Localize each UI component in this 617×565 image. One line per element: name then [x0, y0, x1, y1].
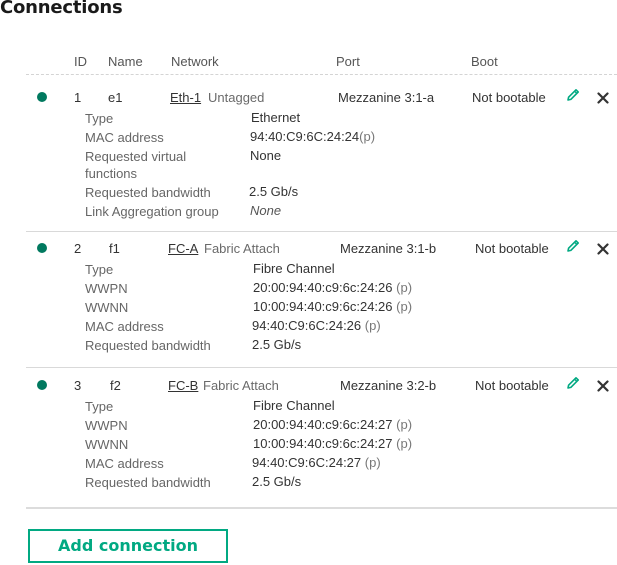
- network-type: Untagged: [208, 90, 265, 105]
- wwnn-value: 10:00:94:40:c9:6c:24:26: [253, 299, 393, 314]
- connection-name: f1: [109, 241, 120, 256]
- table-bottom-divider: [26, 507, 617, 509]
- detail-value: 2.5 Gb/s: [252, 337, 302, 352]
- row-divider: [26, 367, 617, 368]
- detail-label: WWPN: [85, 281, 128, 296]
- detail-value: 2.5 Gb/s: [252, 474, 302, 489]
- detail-label: WWPN: [85, 418, 128, 433]
- detail-label: MAC address: [85, 456, 164, 471]
- detail-label: WWNN: [85, 300, 129, 315]
- close-icon[interactable]: [597, 380, 609, 392]
- close-icon[interactable]: [597, 92, 609, 104]
- mac-address-value: 94:40:C9:6C:24:24: [250, 129, 360, 144]
- connection-name: f2: [110, 378, 121, 393]
- detail-label: Link Aggregation group: [85, 204, 219, 219]
- row-divider: [26, 231, 617, 232]
- detail-value: [253, 299, 412, 314]
- detail-label: Type: [85, 399, 114, 414]
- status-ok-icon: [37, 92, 47, 102]
- wwpn-value: 20:00:94:40:c9:6c:24:26: [253, 280, 393, 295]
- wwpn-value: 20:00:94:40:c9:6c:24:27: [253, 417, 393, 432]
- mac-address-value: 94:40:C9:6C:24:26: [252, 318, 362, 333]
- network-link[interactable]: FC-B: [168, 378, 199, 393]
- connection-boot: Not bootable: [475, 378, 549, 393]
- detail-value: [253, 417, 412, 432]
- network-link[interactable]: Eth-1: [170, 90, 202, 105]
- page-title: Connections: [0, 0, 123, 18]
- column-header-network[interactable]: Network: [171, 54, 219, 69]
- detail-value: Ethernet: [251, 110, 301, 125]
- detail-value: [250, 129, 375, 144]
- close-icon[interactable]: [597, 243, 609, 255]
- network-type: Fabric Attach: [203, 378, 279, 393]
- connection-name: e1: [108, 90, 123, 105]
- add-connection-button[interactable]: Add connection: [28, 529, 228, 563]
- pencil-icon[interactable]: [565, 238, 581, 254]
- detail-value: [252, 318, 381, 333]
- detail-label: MAC address: [85, 319, 164, 334]
- network-link[interactable]: FC-A: [168, 241, 199, 256]
- header-divider: [26, 74, 617, 75]
- connection-id: 1: [74, 90, 82, 105]
- connection-port: Mezzanine 3:2-b: [340, 378, 437, 393]
- column-header-name[interactable]: Name: [108, 54, 143, 69]
- connection-id: 3: [74, 378, 82, 393]
- primary-suffix: (p): [364, 455, 381, 470]
- status-ok-icon: [37, 380, 47, 390]
- detail-value: 2.5 Gb/s: [249, 184, 299, 199]
- primary-suffix: (p): [359, 129, 376, 144]
- detail-label: Requested bandwidth: [85, 185, 211, 200]
- status-ok-icon: [37, 243, 47, 253]
- detail-value: None: [250, 148, 282, 163]
- detail-label: Type: [85, 262, 114, 277]
- detail-label: Requested bandwidth: [85, 338, 211, 353]
- primary-suffix: (p): [396, 280, 413, 295]
- connection-id: 2: [74, 241, 82, 256]
- column-header-boot[interactable]: Boot: [471, 54, 498, 69]
- detail-value: [252, 455, 381, 470]
- primary-suffix: (p): [396, 436, 413, 451]
- network-type: Fabric Attach: [204, 241, 280, 256]
- detail-value: Fibre Channel: [253, 398, 335, 413]
- detail-label: Type: [85, 111, 114, 126]
- primary-suffix: (p): [396, 417, 413, 432]
- connection-port: Mezzanine 3:1-a: [338, 90, 435, 105]
- connection-port: Mezzanine 3:1-b: [340, 241, 437, 256]
- column-header-id[interactable]: ID: [74, 54, 87, 69]
- detail-label: Requested virtual functions: [85, 149, 187, 181]
- detail-label: MAC address: [85, 130, 164, 145]
- detail-label: Requested bandwidth: [85, 475, 211, 490]
- detail-label: WWNN: [85, 437, 129, 452]
- column-header-port[interactable]: Port: [336, 54, 360, 69]
- pencil-icon[interactable]: [565, 87, 581, 103]
- detail-value: [253, 280, 412, 295]
- primary-suffix: (p): [396, 299, 413, 314]
- connection-boot: Not bootable: [475, 241, 549, 256]
- mac-address-value: 94:40:C9:6C:24:27: [252, 455, 362, 470]
- connection-boot: Not bootable: [472, 90, 546, 105]
- detail-value: Fibre Channel: [253, 261, 335, 276]
- primary-suffix: (p): [364, 318, 381, 333]
- detail-value: None: [250, 203, 282, 218]
- detail-value: [253, 436, 412, 451]
- pencil-icon[interactable]: [565, 375, 581, 391]
- wwnn-value: 10:00:94:40:c9:6c:24:27: [253, 436, 393, 451]
